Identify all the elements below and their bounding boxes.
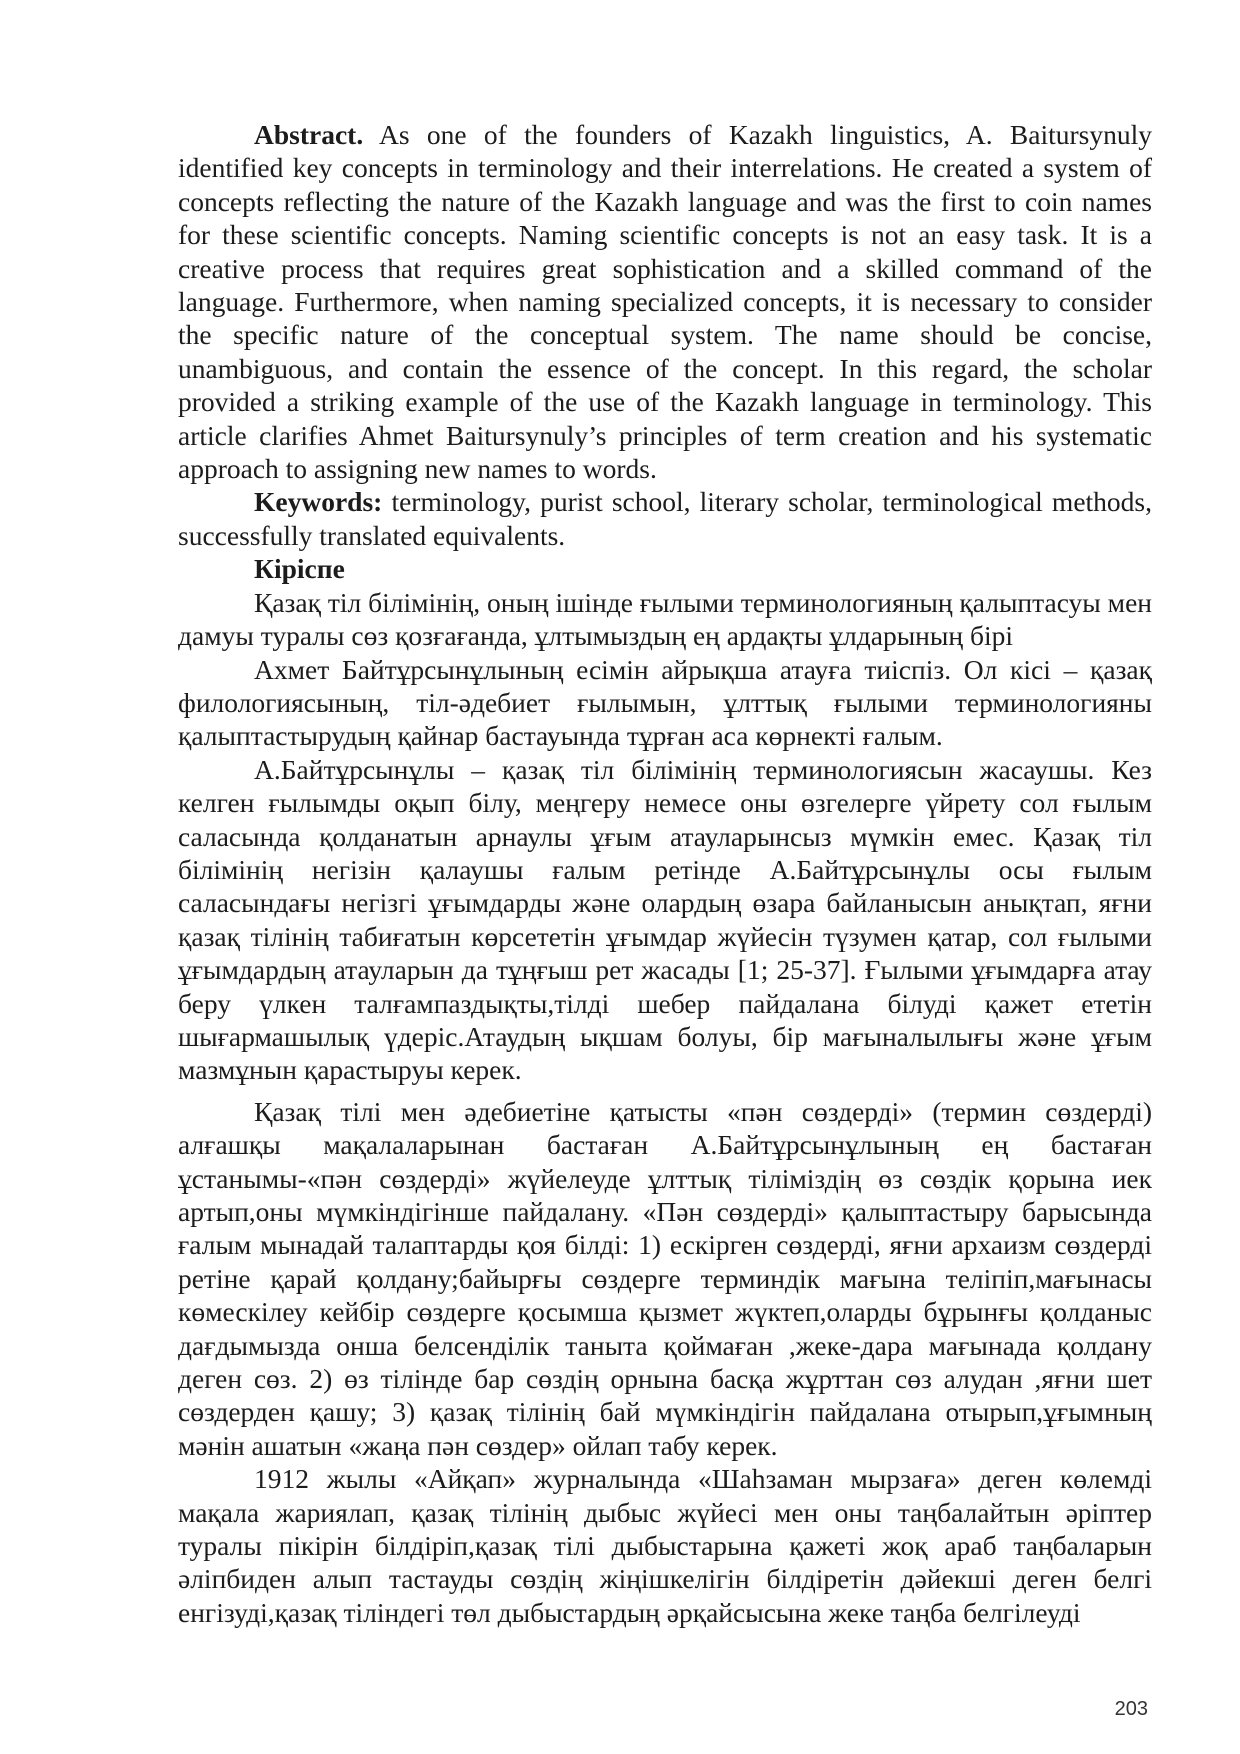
keywords-text: terminology, purist school, literary scholar, terminological methods, successfully translated equivalents. bbox=[178, 486, 1152, 551]
body-paragraph-4: Қазақ тілі мен әдебиетіне қатысты «пән сөздерді» (термин сөздерді) алғашқы мақалаларынан бастаған А.Байтұрсынұлының ең бастаған ұстанымы-«пән сөздерді» жүйелеуде ұлттық тіліміздің өз сөздік қорына иек артып,оны мүмкіндігінше пайдалану. «Пән сөздерді» қалыптастыру барысында ғалым мынадай талаптарды қоя білді: 1) ескірген сөздерді, яғни архаизм сөздерді ретіне қарай қолдану;байырғы сөздерге терминдік мағына теліпіп,мағынасы көмескілеу кейбір сөздерге қосымша қызмет жүктеп,оларды бұрынғы қолданыс дағдымызда онша белсенділік таныта қоймаған ,жеке-дара мағынада қолдану деген сөз. 2) өз тілінде бар сөздің орнына басқа жұрттан сөз алудан ,яғни шет сөздерден қашу; 3) қазақ тілінің бай мүмкіндігін пайдалана отырып,ұғымның мәнін ашатын «жаңа пән сөздер» ойлап табу керек. bbox=[178, 1095, 1152, 1461]
keywords-paragraph bbox=[178, 485, 1152, 552]
keywords-label: Keywords: bbox=[254, 486, 383, 518]
body-paragraph-2: Ахмет Байтұрсынұлының есімін айрықша атауға тиіспіз. Ол кісі – қазақ филологиясының, тіл-әдебиет ғылымын, ұлттық ғылыми терминологияны қалыптастырудың қайнар бастауында тұрған аса көрнекті ғалым. bbox=[178, 653, 1152, 752]
page-number: 203 bbox=[1114, 1698, 1148, 1720]
page-body bbox=[178, 118, 1152, 1629]
abstract-text: As one of the founders of Kazakh linguistics, A. Baitursynuly identified key concepts in terminology and their interrelations. He created a system of concepts reflecting the nature of the Kazakh language and was the first to coin names for these scientific concepts. Naming scientific concepts is not an easy task. It is a creative process that requires great sophistication and a skilled command of the language. Furthermore, when naming specialized concepts, it is necessary to consider the specific nature of the conceptual system. The name should be concise, unambiguous, and contain the essence of the concept. In this regard, the scholar provided a striking example of the use of the Kazakh language in terminology. This article clarifies Ahmet Baitursynuly’s principles of term creation and his systematic approach to assigning new names to words. bbox=[178, 119, 1152, 485]
abstract-paragraph bbox=[178, 118, 1152, 485]
body-paragraph-5: 1912 жылы «Айқап» журналында «Шаһзаман мырзаға» деген көлемді мақала жариялап, қазақ тілінің дыбыс жүйесі мен оны таңбалайтын әріптер туралы пікірін білдіріп,қазақ тілі дыбыстарына қажеті жоқ араб таңбаларын әліпбиден алып тастауды сөздің жіңішкелігін білдіретін дәйекші деген белгі енгізуді,қазақ тіліндегі төл дыбыстардың әрқайсысына жеке таңба белгілеуді bbox=[178, 1463, 1152, 1628]
abstract-label: Abstract. bbox=[254, 119, 364, 150]
body-paragraph-1: Қазақ тіл білімінің, оның ішінде ғылыми терминологияның қалыптасуы мен дамуы туралы сөз қозғағанда, ұлтымыздың ең ардақты ұлдарының бірі bbox=[178, 586, 1152, 652]
body-paragraph-3: А.Байтұрсынұлы – қазақ тіл білімінің терминологиясын жасаушы. Кез келген ғылымды оқып білу, меңгеру немесе оны өзгелерге үйрету сол ғылым саласында қолданатын арнаулы ұғым атауларынсыз мүмкін емес. Қазақ тіл білімінің негізін қалаушы ғалым ретінде А.Байтұрсынұлы осы ғылым саласындағы негізгі ұғымдарды және олардың өзара байланысын анықтап, яғни қазақ тілінің табиғатын көрсететін ұғымдар жүйесін түзумен қатар, сол ғылыми ұғымдардың атауларын да тұңғыш рет жасады [1; 25-37]. Ғылыми ұғымдарға атау беру үлкен талғампаздықты,тілді шебер пайдалана білуді қажет ететін шығармашылық үдеріс.Атаудың ықшам болуы, бір мағыналылығы және ұғым мазмұнын қарастыруы керек. bbox=[178, 753, 1152, 1086]
section-heading: Кіріспе bbox=[254, 553, 345, 585]
